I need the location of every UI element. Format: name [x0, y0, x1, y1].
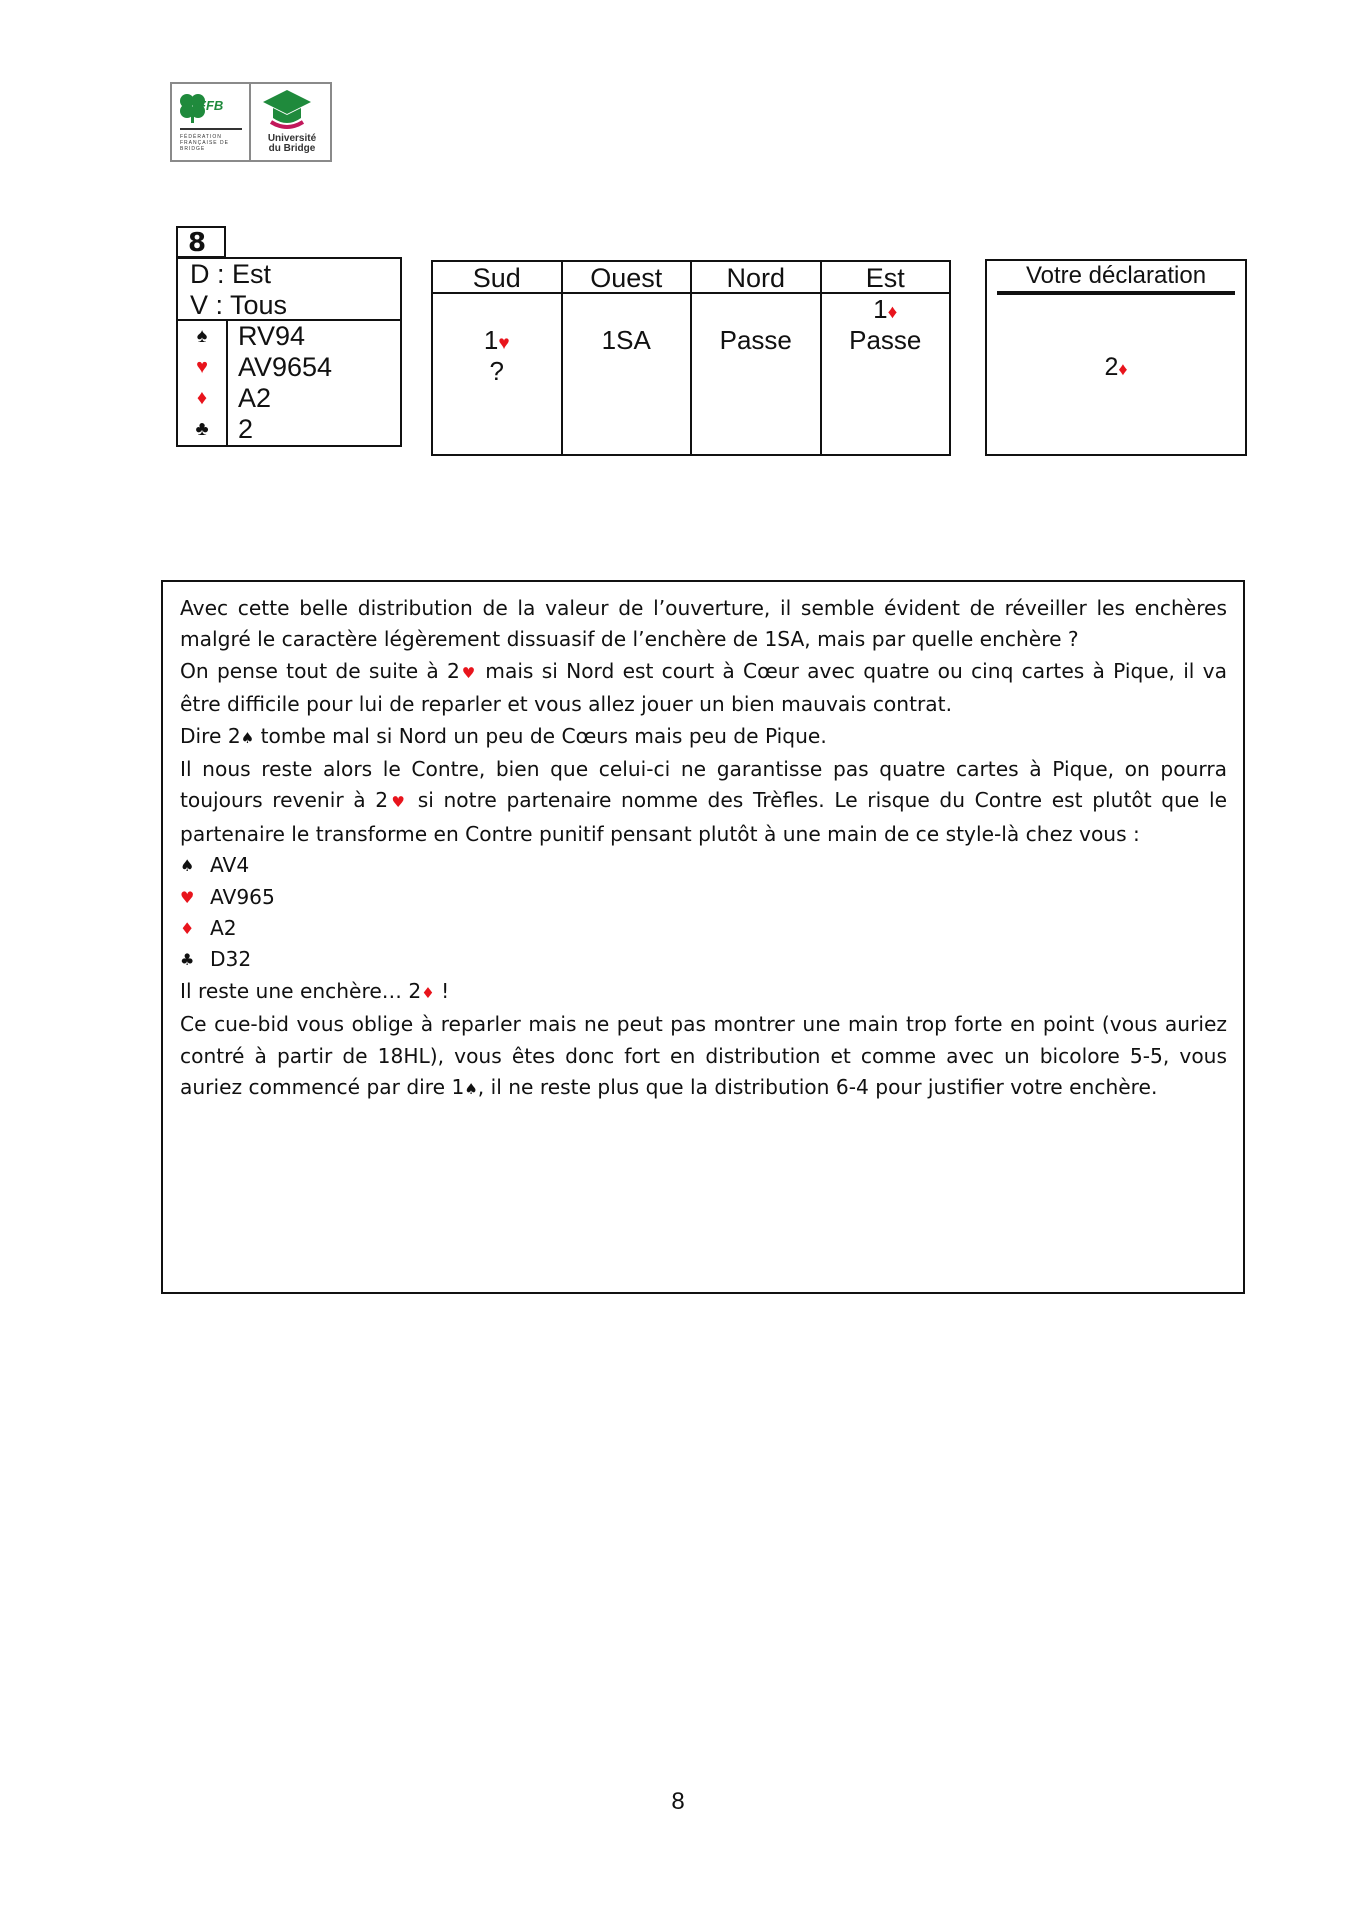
example-hand-spades: AV4	[210, 853, 250, 878]
bid-level: 1	[873, 294, 888, 324]
spade-icon: ♠	[464, 1080, 478, 1099]
bidding-table	[431, 260, 951, 456]
example-hand-clubs: D32	[210, 947, 252, 972]
bid-nord-1: Passe	[719, 325, 792, 355]
diamond-icon: ♦	[887, 302, 898, 323]
bids-nord	[692, 294, 820, 356]
bidding-header-est: Est	[822, 262, 950, 294]
hand-row-diamonds	[178, 383, 400, 414]
comment-text: tombe mal si Nord un peu de Cœurs mais peu de Pique.	[254, 723, 827, 748]
hand-divider	[226, 321, 228, 445]
bidding-col-est	[822, 262, 950, 454]
answer-level: 2	[1104, 353, 1119, 381]
example-hand-diamonds-row	[180, 913, 1227, 944]
diamond-icon: ♦	[1118, 359, 1128, 379]
dealer: D : Est	[190, 259, 272, 289]
spade-icon: ♠	[180, 856, 195, 876]
comment-text: mais si Nord est court à Cœur avec quatre ou cinq cartes à Pique, il va être difficile pour lui de reparler et vous allez jouer un bien mauvais contrat.	[180, 658, 1227, 717]
bid-est-1	[822, 294, 950, 325]
heart-icon: ♥	[196, 356, 208, 378]
bid-sud-1	[433, 325, 561, 356]
hand-row-clubs	[178, 414, 400, 445]
example-hand-hearts: AV965	[210, 884, 275, 909]
bidding-col-ouest	[563, 262, 693, 454]
university-logo	[251, 84, 330, 160]
declaration-answer	[987, 353, 1245, 382]
example-hand-clubs-row	[180, 944, 1227, 975]
page-number: 8	[671, 1788, 685, 1815]
comment-text: Ce cue-bid vous oblige à reparler mais ne peut pas montrer une main trop forte en point (vous auriez contré à partir de 18HL), vous êtes donc fort en distribution et comme avec un bicolore 5-5, vous auriez commencé par dire 1	[180, 1012, 1227, 1100]
comment-text: On pense tout de suite à 2	[180, 658, 460, 683]
bid-blank	[433, 294, 561, 325]
comment-text: Il nous reste alors le Contre, bien que celui-ci ne garantisse pas quatre cartes à Pique, on pourra toujours revenir à 2	[180, 757, 1227, 813]
club-icon: ♣	[195, 418, 209, 440]
bidding-header-nord: Nord	[692, 262, 820, 294]
declaration-box	[985, 259, 1247, 456]
comment-text: si notre partenaire nomme des Trèfles. Le risque du Contre est plutôt que le partenaire le transforme en Contre punitif pensant plutôt à une main de ce style-là chez vous :	[180, 788, 1227, 846]
heart-icon: ♥	[498, 333, 510, 354]
bidding-header-sud: Sud	[433, 262, 561, 294]
comment-text: Il reste une enchère… 2	[180, 978, 422, 1003]
comment-paragraph-6	[180, 1009, 1227, 1105]
comment-paragraph-4	[180, 754, 1227, 850]
bid-blank	[692, 294, 820, 325]
spade-icon: ♠	[240, 728, 255, 747]
graduation-cap-icon	[261, 88, 313, 130]
club-icon: ♣	[180, 950, 195, 970]
heart-icon: ♥	[459, 663, 478, 682]
comment-text: !	[434, 978, 450, 1003]
bid-ouest-1: 1SA	[601, 325, 651, 355]
bid-sud-2: ?	[489, 356, 504, 386]
ffb-logo-left	[172, 84, 251, 160]
hand-hearts: AV9654	[238, 352, 333, 382]
hand-clubs: 2	[238, 414, 254, 444]
university-label-line-1: Université	[267, 133, 317, 144]
bidding-col-sud	[433, 262, 563, 454]
deal-box	[176, 257, 402, 447]
heart-icon: ♥	[180, 887, 195, 907]
bids-sud	[433, 294, 561, 387]
bid-est-2: Passe	[849, 325, 922, 355]
diamond-icon: ♦	[196, 387, 208, 409]
diamond-icon: ♦	[180, 919, 195, 939]
declaration-title: Votre déclaration	[997, 261, 1235, 295]
ffb-logo	[170, 82, 332, 162]
deal-conditions	[178, 259, 400, 321]
comment-text: Dire 2	[180, 723, 241, 748]
hand-row-spades	[178, 321, 400, 352]
player-hand	[178, 321, 400, 445]
board-number: 8	[176, 226, 226, 258]
comment-text: , il ne reste plus que la distribution 6-4 pour justifier votre enchère.	[477, 1075, 1158, 1100]
university-label-line-2: du Bridge	[268, 143, 316, 154]
heart-icon: ♥	[388, 793, 409, 812]
hand-row-hearts	[178, 352, 400, 383]
bids-est	[822, 294, 950, 356]
diamond-icon: ♦	[421, 983, 435, 1002]
ffb-subtitle: FÉDÉRATION FRANÇAISE DE BRIDGE	[180, 134, 229, 152]
commentary-box	[161, 580, 1245, 1294]
bid-blank	[563, 294, 691, 325]
bidding-header-ouest: Ouest	[563, 262, 691, 294]
bid-level: 1	[483, 325, 499, 355]
bids-ouest	[563, 294, 691, 356]
comment-paragraph-1: Avec cette belle distribution de la valeur de l’ouverture, il semble évident de réveiller les enchères malgré le caractère légèrement dissuasif de l’enchère de 1SA, mais par quelle enchère ?	[180, 596, 1227, 652]
university-label	[261, 134, 323, 154]
comment-paragraph-2	[180, 656, 1227, 721]
logo-divider	[180, 128, 242, 130]
hand-diamonds: A2	[238, 383, 272, 413]
bidding-col-nord	[692, 262, 822, 454]
comment-paragraph-5	[180, 976, 1227, 1009]
comment-paragraph-3	[180, 721, 1227, 754]
hand-spades: RV94	[238, 321, 306, 351]
example-hand-spades-row	[180, 850, 1227, 881]
vulnerability: V : Tous	[190, 290, 288, 320]
example-hand-diamonds: A2	[210, 916, 237, 941]
spade-icon: ♠	[196, 325, 208, 347]
example-hand-hearts-row	[180, 882, 1227, 913]
ffb-label: FFB	[198, 98, 224, 113]
